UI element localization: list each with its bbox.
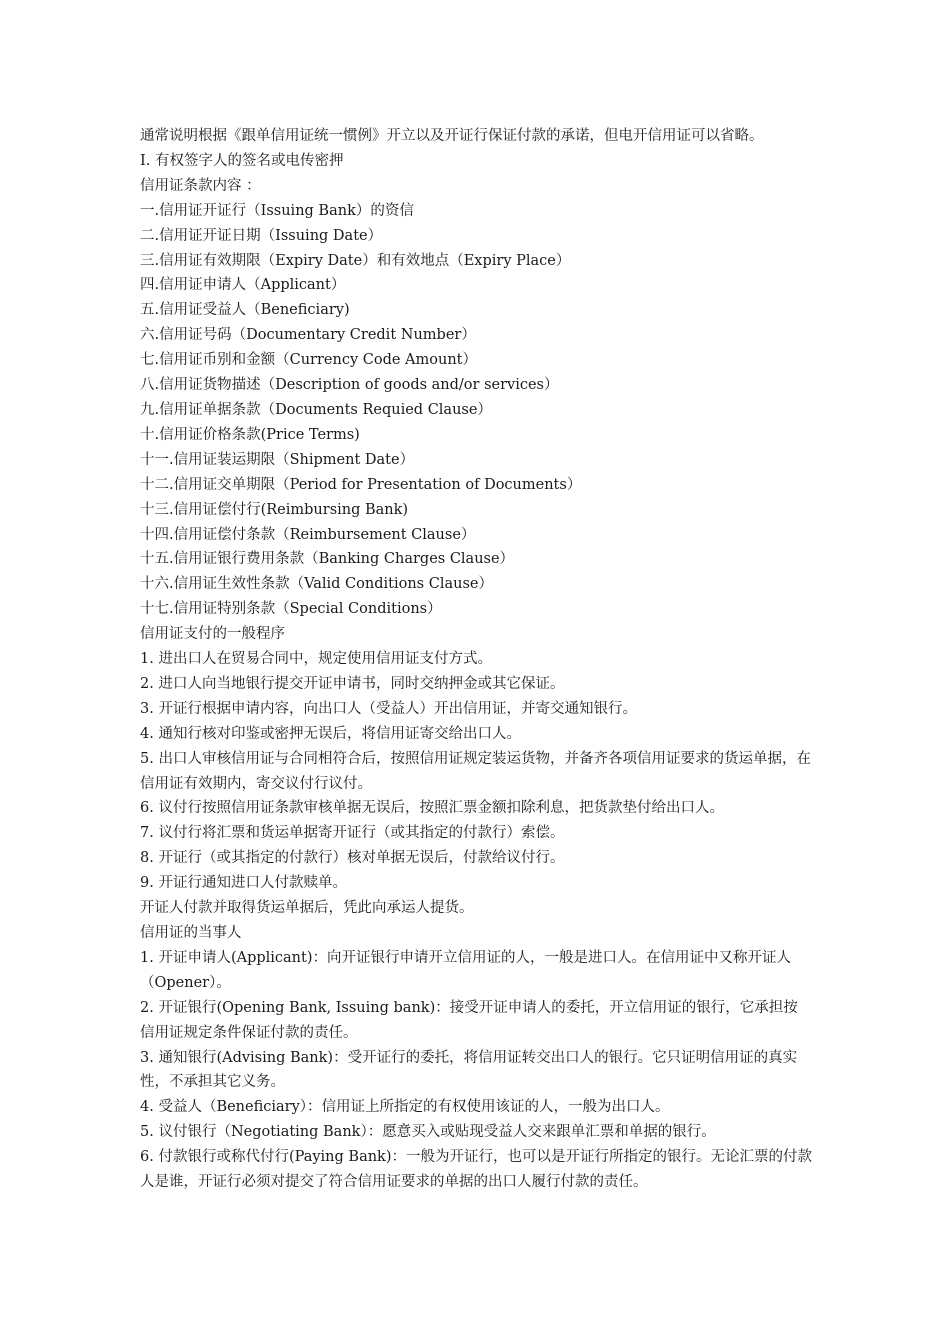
intro-paragraph: 通常说明根据《跟单信用证统一惯例》开立以及开证行保证付款的承诺，但电开信用证可以省略。	[140, 128, 764, 144]
term-item: 十二.信用证交单期限（Period for Presentation of Documents）	[140, 476, 582, 493]
term-item: 十七.信用证特别条款（Special Conditions）	[140, 601, 442, 618]
procedure-step: 8. 开证行（或其指定的付款行）核对单据无误后，付款给议付行。	[140, 850, 565, 867]
term-item: 二.信用证开证日期（Issuing Date）	[140, 227, 383, 244]
terms-heading: 信用证条款内容 ：	[140, 177, 261, 194]
procedure-step: 2. 进口人向当地银行提交开证申请书，同时交纳押金或其它保证。	[140, 675, 565, 692]
term-item: 十五.信用证银行费用条款（Banking Charges Clause）	[140, 551, 515, 568]
party-item: 6. 付款银行或称代付行(Paying Bank)：一般为开证行，也可以是开证行所指定的银行。无论汇票的付款人是谁，开证行必须对提交了符合信用证要求的单据的出口人履行付款的责任。	[140, 1149, 812, 1191]
parties-heading: 信用证的当事人	[140, 925, 242, 941]
document-body	[140, 124, 812, 1195]
term-item: 十一.信用证装运期限（Shipment Date）	[140, 451, 415, 468]
term-item: 六.信用证号码（Documentary Credit Number）	[140, 327, 476, 344]
party-item: 4. 受益人（Beneficiary）：信用证上所指定的有权使用该证的人，一般为出口人。	[140, 1099, 670, 1116]
term-item: 十六.信用证生效性条款（Valid Conditions Clause）	[140, 576, 493, 593]
term-item: 九.信用证单据条款（Documents Requied Clause）	[140, 401, 492, 418]
term-item: 八.信用证货物描述（Description of goods and/or services）	[140, 377, 559, 394]
procedure-step: 7. 议付行将汇票和货运单据寄开证行（或其指定的付款行）索偿。	[140, 825, 565, 842]
procedure-step: 4. 通知行核对印鉴或密押无误后，将信用证寄交给出口人。	[140, 725, 521, 742]
procedure-step: 9. 开证行通知进口人付款赎单。	[140, 875, 347, 892]
term-item: 十三.信用证偿付行(Reimbursing Bank)	[140, 501, 409, 518]
procedure-step: 6. 议付行按照信用证条款审核单据无误后，按照汇票金额扣除利息，把货款垫付给出口人。	[140, 800, 724, 817]
term-item: 四.信用证申请人（Applicant）	[140, 277, 346, 294]
procedure-step: 3. 开证行根据申请内容，向出口人（受益人）开出信用证，并寄交通知银行。	[140, 700, 637, 717]
term-item: 十四.信用证偿付条款（Reimbursement Clause）	[140, 526, 476, 543]
term-item: 五.信用证受益人（Beneficiary)	[140, 302, 350, 319]
procedure-closing: 开证人付款并取得货运单据后，凭此向承运人提货。	[140, 900, 474, 917]
term-item: 三.信用证有效期限（Expiry Date）和有效地点（Expiry Place）	[140, 252, 571, 269]
procedure-step: 5. 出口人审核信用证与合同相符合后，按照信用证规定装运货物，并备齐各项信用证要求的货运单据，在信用证有效期内，寄交议付行议付。	[140, 750, 811, 792]
procedure-step: 1. 进出口人在贸易合同中，规定使用信用证支付方式。	[140, 651, 492, 668]
term-item: 十.信用证价格条款(Price Terms)	[140, 426, 360, 443]
party-item: 2. 开证银行(Opening Bank, Issuing bank)：接受开证申请人的委托，开立信用证的银行，它承担按信用证规定条件保证付款的责任。	[140, 999, 798, 1041]
party-item: 5. 议付银行（Negotiating Bank）：愿意买入或贴现受益人交来跟单汇票和单据的银行。	[140, 1124, 716, 1141]
procedure-heading: 信用证支付的一般程序	[140, 626, 285, 643]
term-item: 一.信用证开证行（Issuing Bank）的资信	[140, 202, 414, 219]
signature-item: I. 有权签字人的签名或电传密押	[140, 152, 344, 169]
party-item: 3. 通知银行(Advising Bank)：受开证行的委托，将信用证转交出口人的银行。它只证明信用证的真实性，不承担其它义务。	[140, 1049, 798, 1091]
term-item: 七.信用证币别和金额（Currency Code Amount）	[140, 352, 477, 369]
party-item: 1. 开证申请人(Applicant)：向开证银行申请开立信用证的人，一般是进口人。在信用证中又称开证人（Opener）。	[140, 949, 791, 991]
